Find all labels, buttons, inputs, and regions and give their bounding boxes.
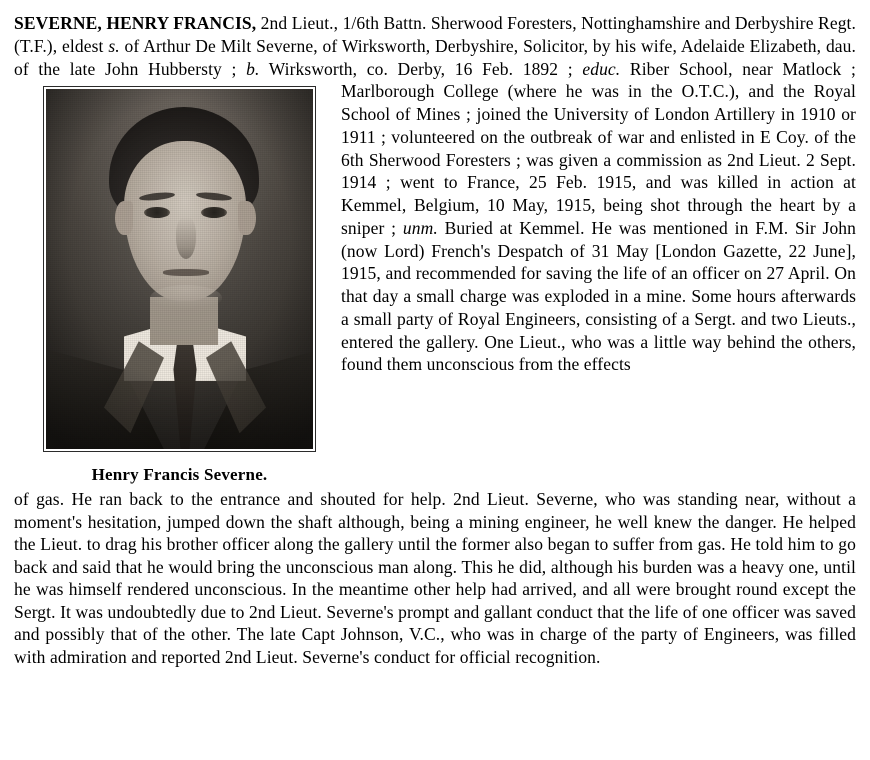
portrait-photo	[46, 89, 313, 449]
portrait-caption: Henry Francis Severne.	[91, 465, 268, 485]
entry-heading-ital-1: s.	[108, 35, 120, 56]
portrait-frame	[43, 86, 316, 452]
portrait-block	[32, 86, 327, 486]
entry-body-part-3: of gas. He ran back to the entrance and shouted for help. 2nd Lieut. Severne, who was standing near, without a moment's hesitation, jumped down the shaft although, being a mining engineer, he well knew the danger. He helped the Lieut. to drag his brother officer along the gallery until the former also began to suffer from gas. He told him to go back and said that he would bring the unconscious man along. This he did, although his burden was a heavy one, until he was himself rendered unconscious. In the meantime other help had arrived, and all were brought round except the Sergt. It was undoubtedly due to 2nd Lieut. Severne's prompt and gallant conduct that the life of one officer was saved and possibly that of the other. The late Capt Johnson, V.C., who was in charge of the party of Engineers, was filled with admiration and reported 2nd Lieut. Severne's conduct for official recognition.	[14, 489, 856, 667]
entry-heading-ital-3: educ.	[582, 58, 621, 79]
photo-vignette	[46, 89, 313, 449]
entry-body-part-2: Buried at Kemmel. He was mentioned in F.M. Sir John (now Lord) French's Despatch of 31 May [London Gazette, 22 June], 1915, and recommended for saving the life of an officer on 27 April. On that day a small charge was exploded in a mine. Some hours afterwards a small party of Royal Engineers, consisting of a Sergt. and two Lieuts., entered the gallery. One Lieut., who was a little way behind the others, found them unconscious from the effects	[341, 217, 856, 375]
entry-heading-ital-2: b.	[246, 58, 260, 79]
entry-heading-text-2: of Arthur De Milt Severne, of Wirksworth, Derbyshire, Solicitor, by his wife, Adelaide Elizabeth, dau. of the late John Hubbersty ;	[14, 35, 856, 79]
entry-body-ital-1: unm.	[402, 217, 438, 238]
entry-name: SEVERNE, HENRY FRANCIS,	[14, 13, 257, 33]
entry-heading-text-3: Wirksworth, co. Derby, 16 Feb. 1892 ;	[259, 58, 583, 79]
entry-heading	[14, 12, 856, 485]
entry-body-part-1: Riber School, near Matlock ; Marlborough College (where he was in the O.T.C.), and the Royal School of Mines ; joined the University of London Artillery in 1910 or 1911 ; volunteered on the outbreak of war and enlisted in E Coy. of the 6th Sherwood Foresters ; was given a commission as 2nd Lieut. 2 Sept. 1914 ; went to France, 25 Feb. 1915, and was killed in action at Kemmel, Belgium, 10 May, 1915, being shot through the heart by a sniper ;	[341, 58, 856, 238]
entry-heading-text-1: 2nd Lieut., 1/6th Battn. Sherwood Foresters, Nottinghamshire and Derbyshire Regt. (T.F.), eldest	[14, 13, 856, 56]
